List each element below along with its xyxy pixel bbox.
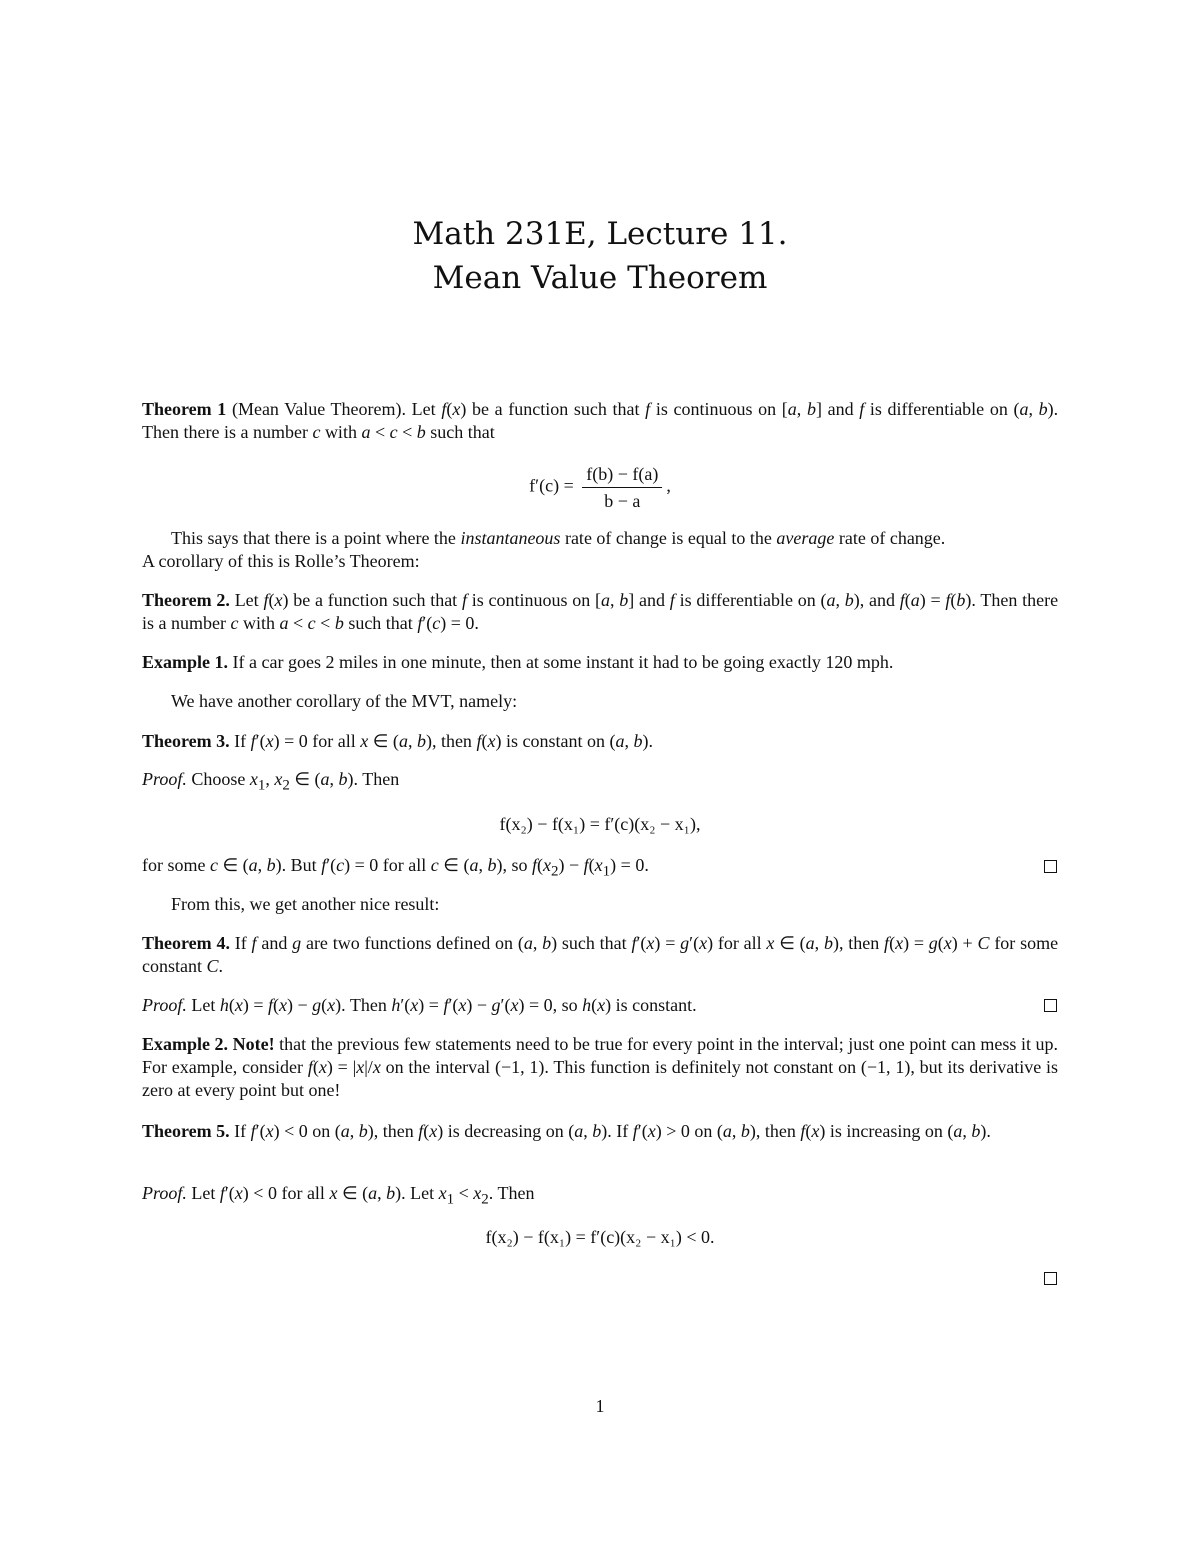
theorem-4-label: Theorem 4. [142, 933, 230, 953]
qed-box-icon [1044, 860, 1057, 873]
theorem-1: Theorem 1 (Mean Value Theorem). Let f(x) be a function such that f is continuous on [a, b] and f is differentiable on (a, b). Then there is a number c with a < c < b such that [142, 399, 1059, 442]
proof-2: Proof. Let h(x) = f(x) − g(x). Then h′(x) = f′(x) − g′(x) = 0, so h(x) is constant. [142, 995, 697, 1015]
title-line-1: Math 231E, Lecture 11. [412, 216, 788, 252]
example-2: Example 2. Note! that the previous few statements need to be true for every point in the interval; just one point can mess it up. For example, consider f(x) = |x|/x on the interval (−1, 1). This function is definitely not constant on (−1, 1), but its derivative is zero at every point but one! [142, 1034, 1059, 1100]
example-1: Example 1. If a car goes 2 miles in one minute, then at some instant it had to be going exactly 120 mph. [142, 652, 894, 672]
theorem-3-label: Theorem 3. [142, 731, 230, 751]
equation-mvt: f′(c) = $\frac{f(b) - f(a)}{b - a}$ , [529, 464, 671, 511]
example-1-label: Example 1. [142, 652, 229, 672]
theorem-2-label: Theorem 2. [142, 590, 230, 610]
theorem-5: Theorem 5. If f′(x) < 0 on (a, b), then f(x) is decreasing on (a, b). If f′(x) > 0 on (a, b), then f(x) is increasing on (a, b). [142, 1121, 991, 1141]
mvt-numerator: f(b) − f(a) [582, 462, 662, 488]
theorem-2: Theorem 2. Let f(x) be a function such that f is continuous on [a, b] and f is differentiable on (a, b), and f(a) = f(b). Then there is a number c with a < c < b such that f′(c) = 0. [142, 590, 1059, 633]
proof-1: Proof. Choose $x_1$, $x_2$ ∈ (a, b). Then [142, 769, 400, 794]
paragraph-corollary: We have another corollary of the MVT, namely: [171, 691, 518, 711]
proof-1-conclusion: for some c ∈ (a, b). But f′(c) = 0 for all c ∈ (a, b), so $f(x_2) - f(x_1) = 0$. [142, 855, 649, 880]
equation-proof-3: f(x₂) − f(x₁) = f′(c)(x₂ − x₁) < 0. [485, 1227, 715, 1247]
example-2-note: Note! [232, 1034, 275, 1054]
mvt-denominator: b − a [604, 491, 641, 511]
example-2-label: Example 2. [142, 1034, 229, 1054]
theorem-3: Theorem 3. If f′(x) = 0 for all x ∈ (a, b), then f(x) is constant on (a, b). [142, 731, 653, 751]
title-line-2: Mean Value Theorem [432, 260, 768, 296]
theorem-4: Theorem 4. If f and g are two functions defined on (a, b) such that f′(x) = g′(x) for all x ∈ (a, b), then f(x) = g(x) + C for some constant C. [142, 933, 1059, 976]
equation-proof-1: f(x₂) − f(x₁) = f′(c)(x₂ − x₁), [499, 814, 701, 834]
theorem-1-label: Theorem 1 [142, 399, 227, 419]
qed-box-icon [1044, 1272, 1057, 1285]
qed-box-icon [1044, 999, 1057, 1012]
paragraph-instantaneous: This says that there is a point where the instantaneous rate of change is equal to the average rate of change. A corollary of this is Rolle’s Theorem: [142, 528, 946, 571]
proof-3-label: Proof. [142, 1183, 187, 1203]
proof-3: Proof. Let f′(x) < 0 for all x ∈ (a, b). Let $x_1 < x_2$. Then [142, 1183, 535, 1208]
proof-2-label: Proof. [142, 995, 187, 1015]
paragraph-nice-result: From this, we get another nice result: [171, 894, 440, 914]
proof-1-label: Proof. [142, 769, 187, 789]
page-number: 1 [595, 1396, 605, 1416]
theorem-5-label: Theorem 5. [142, 1121, 230, 1141]
